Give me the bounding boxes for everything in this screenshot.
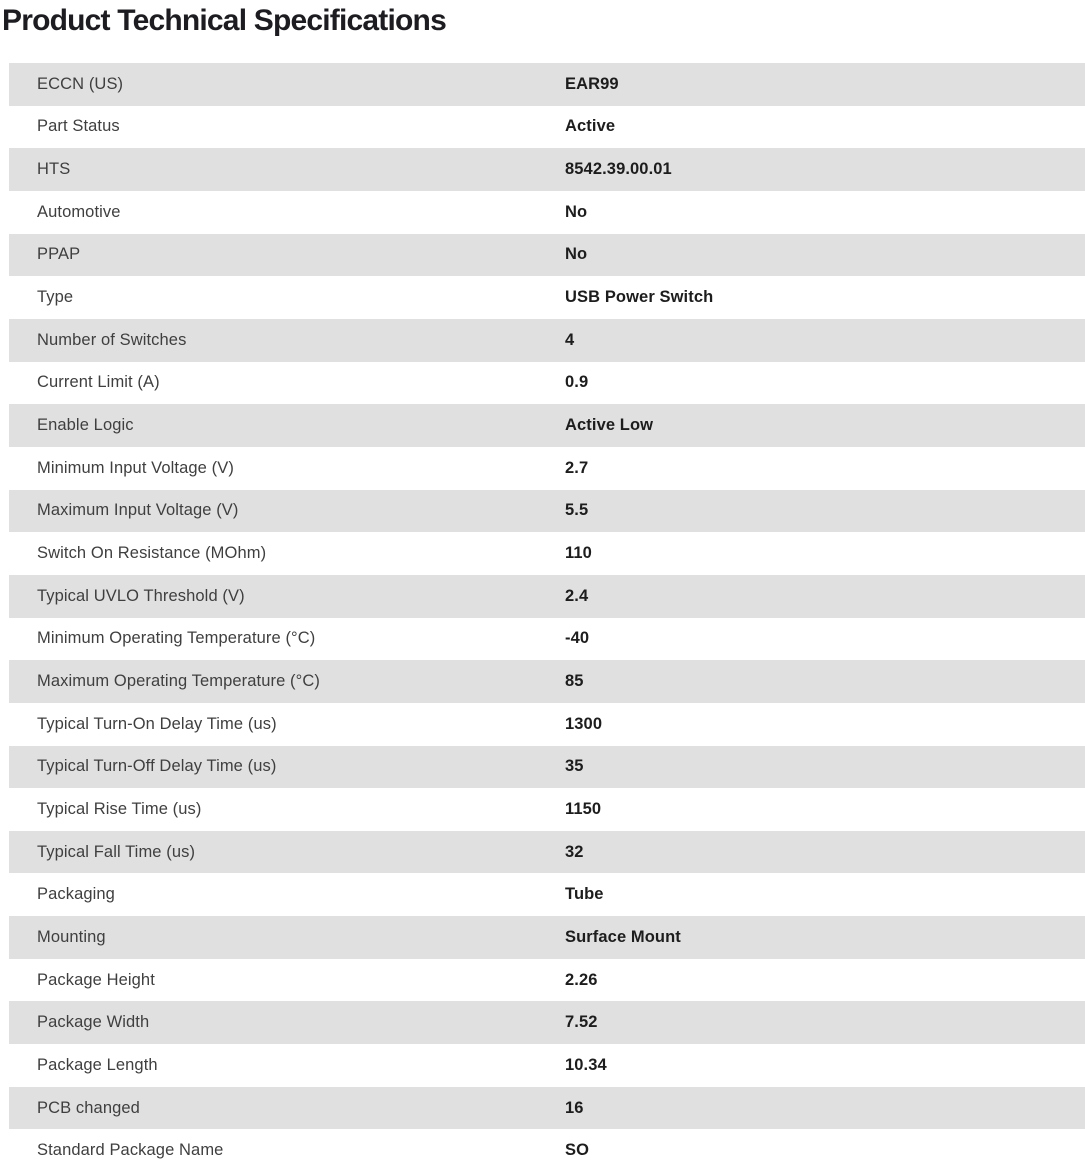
spec-row [9, 788, 1085, 831]
spec-row [9, 916, 1085, 959]
spec-row [9, 660, 1085, 703]
spec-label: Typical Rise Time (us) [37, 799, 202, 818]
spec-label: Package Height [37, 970, 155, 989]
spec-value: Active Low [565, 416, 654, 435]
spec-row [9, 447, 1085, 490]
spec-label: Typical UVLO Threshold (V) [37, 586, 245, 605]
spec-value: No [565, 245, 588, 264]
spec-label: Minimum Input Voltage (V) [37, 458, 234, 477]
spec-row [9, 490, 1085, 533]
spec-value: No [565, 202, 588, 221]
spec-value: 35 [565, 757, 584, 776]
spec-row [9, 746, 1085, 789]
spec-label: ECCN (US) [37, 74, 124, 93]
spec-value: EAR99 [565, 74, 619, 93]
spec-row [9, 831, 1085, 874]
spec-label: Mounting [37, 927, 106, 946]
spec-label: Package Width [37, 1013, 150, 1032]
spec-row [9, 362, 1085, 405]
spec-label: Package Length [37, 1055, 158, 1074]
spec-label: PPAP [37, 245, 81, 264]
spec-value: Surface Mount [565, 927, 681, 946]
spec-value: 110 [565, 544, 592, 563]
spec-label: Current Limit (A) [37, 373, 160, 392]
spec-value: 2.7 [565, 458, 589, 477]
spec-row [9, 703, 1085, 746]
spec-row [9, 532, 1085, 575]
spec-value: Active [565, 117, 616, 136]
spec-table [9, 63, 1085, 1163]
spec-label: Automotive [37, 202, 121, 221]
spec-row [9, 1129, 1085, 1163]
spec-row [9, 404, 1085, 447]
spec-value: 4 [565, 330, 575, 349]
spec-label: Switch On Resistance (MOhm) [37, 544, 267, 563]
spec-row [9, 191, 1085, 234]
spec-row [9, 959, 1085, 1002]
spec-row [9, 1044, 1085, 1087]
spec-value: 85 [565, 672, 584, 691]
spec-value: 32 [565, 842, 584, 861]
spec-row [9, 148, 1085, 191]
spec-label: Typical Turn-Off Delay Time (us) [37, 757, 277, 776]
spec-value: 5.5 [565, 501, 589, 520]
spec-value: Tube [565, 885, 604, 904]
spec-value: 1300 [565, 714, 603, 733]
spec-label: Number of Switches [37, 330, 187, 349]
spec-value: 0.9 [565, 373, 589, 392]
page-title: Product Technical Specifications [2, 4, 446, 37]
spec-value: 7.52 [565, 1013, 598, 1032]
spec-row [9, 234, 1085, 277]
spec-value: 2.26 [565, 970, 598, 989]
spec-row [9, 1087, 1085, 1130]
spec-value: USB Power Switch [565, 288, 714, 307]
spec-row [9, 575, 1085, 618]
spec-label: Typical Turn-On Delay Time (us) [37, 714, 277, 733]
spec-label: Part Status [37, 117, 120, 136]
spec-row [9, 618, 1085, 661]
spec-value: 1150 [565, 799, 602, 818]
spec-value: -40 [565, 629, 590, 648]
spec-row [9, 106, 1085, 149]
spec-label: HTS [37, 160, 71, 179]
spec-label: Minimum Operating Temperature (°C) [37, 629, 316, 648]
spec-value: SO [565, 1141, 590, 1160]
spec-label: Type [37, 288, 74, 307]
spec-value: 16 [565, 1098, 584, 1117]
spec-label: Maximum Input Voltage (V) [37, 501, 239, 520]
spec-value: 10.34 [565, 1055, 607, 1074]
spec-label: Maximum Operating Temperature (°C) [37, 672, 320, 691]
spec-label: Standard Package Name [37, 1141, 224, 1160]
spec-value: 2.4 [565, 586, 589, 605]
spec-row [9, 276, 1085, 319]
spec-label: PCB changed [37, 1098, 140, 1117]
spec-label: Typical Fall Time (us) [37, 842, 196, 861]
spec-label: Enable Logic [37, 416, 134, 435]
spec-value: 8542.39.00.01 [565, 160, 672, 179]
spec-row [9, 319, 1085, 362]
spec-row [9, 63, 1085, 106]
spec-label: Packaging [37, 885, 115, 904]
spec-row [9, 1001, 1085, 1044]
spec-row [9, 873, 1085, 916]
